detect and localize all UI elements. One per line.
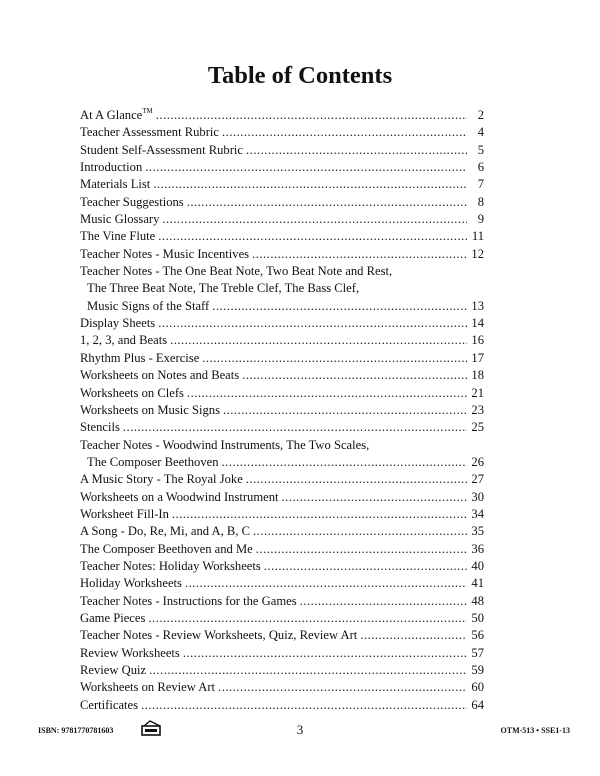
- toc-entry-text: 1, 2, 3, and Beats: [80, 333, 168, 348]
- toc-entry-label: [80, 697, 138, 714]
- toc-entry-text: The Composer Beethoven: [87, 454, 219, 469]
- toc-entry-label: [80, 506, 169, 523]
- toc-entry-text: Worksheets on a Woodwind Instrument: [80, 489, 279, 504]
- toc-page-number: 14: [471, 316, 484, 331]
- toc-entry-text: Music Glossary: [80, 212, 160, 227]
- dot-leader: [148, 610, 467, 627]
- toc-entry-text: The Composer Beethoven and Me: [80, 541, 253, 556]
- dot-leader: [223, 402, 467, 419]
- toc-entry: [80, 697, 484, 714]
- dot-leader: [253, 523, 467, 540]
- dot-leader: [264, 558, 467, 575]
- toc-entry-text: Holiday Worksheets: [80, 576, 182, 591]
- toc-entry-label: [80, 228, 155, 245]
- toc-entry-label: [80, 645, 180, 662]
- toc-page-number: 16: [471, 333, 484, 348]
- dot-leader: [185, 575, 467, 592]
- toc-page-number: 8: [477, 194, 484, 209]
- toc-entry: [80, 419, 484, 436]
- toc-entry: [80, 246, 484, 263]
- toc-entry-label: [80, 523, 250, 540]
- toc-entry-label: [80, 107, 153, 124]
- toc-entry-label: [80, 194, 184, 211]
- toc-page-number: 23: [471, 402, 484, 417]
- toc-page-number: 35: [471, 524, 484, 539]
- toc-page-number: 26: [471, 454, 484, 469]
- dot-leader: [162, 211, 467, 228]
- dot-leader: [123, 419, 467, 436]
- isbn-text: ISBN: 9781770781603: [38, 726, 114, 735]
- dot-leader: [141, 697, 467, 714]
- toc-entry: [80, 662, 484, 679]
- toc-entry-label: [87, 298, 209, 315]
- toc-page-number: 30: [471, 489, 484, 504]
- toc-page-number: 36: [471, 541, 484, 556]
- toc-entry-text: A Music Story - The Royal Joke: [80, 472, 243, 487]
- dot-leader: [360, 627, 467, 644]
- toc-entry: [80, 593, 484, 610]
- toc-page-number: 56: [471, 628, 484, 643]
- dot-leader: [202, 350, 467, 367]
- toc-entry-text: Teacher Notes: Holiday Worksheets: [80, 558, 261, 573]
- toc-entry: [80, 350, 484, 367]
- toc-entry-label: [80, 419, 120, 436]
- toc-page-number: 12: [471, 246, 484, 261]
- toc-page-number: 57: [471, 645, 484, 660]
- toc-entry-text: Rhythm Plus - Exercise: [80, 350, 200, 365]
- toc-entry-label: [80, 679, 215, 696]
- toc-page-number: 27: [471, 472, 484, 487]
- toc-entry: [80, 142, 484, 159]
- dot-leader: [145, 159, 467, 176]
- toc-page-number: 59: [471, 663, 484, 677]
- toc-entry: [80, 489, 484, 506]
- toc-entry-text: Worksheet Fill-In: [80, 506, 169, 521]
- toc-entry: [80, 506, 484, 523]
- dot-leader: [158, 228, 467, 245]
- toc-page-number: 41: [471, 576, 484, 591]
- toc-page-number: 2: [477, 108, 484, 122]
- toc-entry-text: At A Glance: [80, 108, 143, 122]
- toc-entry: [80, 367, 484, 384]
- toc-entry: [80, 228, 484, 245]
- toc-entry: [80, 558, 484, 575]
- toc-entry-text: The Vine Flute: [80, 229, 156, 244]
- dot-leader: [153, 176, 467, 193]
- toc-entry: [80, 159, 484, 176]
- toc-page-number: 34: [471, 506, 484, 521]
- dot-leader: [183, 645, 467, 662]
- toc-page-number: 9: [477, 212, 484, 227]
- toc-page-number: 4: [477, 125, 484, 140]
- toc-page-number: 17: [471, 350, 484, 365]
- toc-entry-label: [80, 315, 155, 332]
- dot-leader: [218, 679, 467, 696]
- toc-entry: [80, 627, 484, 644]
- page-number: 3: [296, 722, 304, 737]
- toc-page-number: 7: [477, 177, 484, 192]
- dot-leader: [212, 298, 467, 315]
- toc-entry-label: [80, 124, 219, 141]
- toc-entry-line: The Three Beat Note, The Treble Clef, The Bass Clef,: [87, 281, 360, 296]
- toc-entry-text: Student Self-Assessment Rubric: [80, 142, 244, 157]
- toc-entry-label: [80, 662, 146, 679]
- page-title: Table of Contents: [207, 62, 393, 89]
- toc-page-number: 11: [471, 229, 484, 244]
- dot-leader: [187, 385, 467, 402]
- toc-entry-label: [80, 489, 279, 506]
- dot-leader: [246, 471, 467, 488]
- toc-entry-text: Review Worksheets: [80, 645, 180, 660]
- toc-entry-text: Game Pieces: [80, 610, 146, 625]
- dot-leader: [222, 124, 467, 141]
- toc-page-number: 5: [477, 142, 484, 157]
- toc-page-number: 21: [471, 385, 484, 400]
- toc-entry-text: Review Quiz: [80, 663, 147, 677]
- dot-leader: [170, 332, 467, 349]
- dot-leader: [172, 506, 467, 523]
- toc-entry: [80, 385, 484, 402]
- toc-entry-label: [80, 176, 150, 193]
- toc-page-number: 60: [471, 680, 484, 695]
- toc-entry-text: Teacher Notes - Instructions for the Games: [80, 593, 297, 608]
- toc-entry-text: Worksheets on Clefs: [80, 385, 184, 400]
- toc-entry-label: [80, 575, 182, 592]
- dot-leader: [187, 194, 467, 211]
- toc-page-number: 25: [471, 420, 484, 435]
- toc-entry: [80, 523, 484, 540]
- toc-entry-text: Teacher Notes - Review Worksheets, Quiz, Review Art: [80, 628, 358, 643]
- toc-entry-text: Stencils: [80, 420, 120, 435]
- dot-leader: [149, 662, 467, 679]
- toc-entry-text: Materials List: [80, 177, 151, 192]
- toc-entry-text: Teacher Notes - Music Incentives: [80, 246, 250, 261]
- toc-entry: [80, 176, 484, 193]
- toc-entry-label: [80, 211, 159, 228]
- dot-leader: [246, 142, 467, 159]
- toc-entry: [80, 315, 484, 332]
- dot-leader: [282, 489, 467, 506]
- toc-entry: [80, 575, 484, 592]
- toc-entry-label: [80, 332, 167, 349]
- toc-page-number: 6: [477, 160, 484, 175]
- toc-entry-text: Worksheets on Review Art: [80, 680, 216, 695]
- toc-entry-text: A Song - Do, Re, Mi, and A, B, C: [80, 524, 251, 539]
- toc-entry-line: Teacher Notes - Woodwind Instruments, The Two Scales,: [80, 437, 370, 452]
- toc-entry-label: [80, 367, 239, 384]
- toc-entry-label: [80, 627, 357, 644]
- toc-entry-label: [80, 350, 199, 367]
- toc-entry: [80, 645, 484, 662]
- dot-leader: [256, 541, 467, 558]
- toc-entry-line: Teacher Notes - The One Beat Note, Two Beat Note and Rest,: [80, 264, 393, 279]
- dot-leader: [252, 246, 467, 263]
- toc-entry-text: Worksheets on Music Signs: [80, 402, 220, 417]
- toc-entry-label: [80, 159, 142, 176]
- product-code: OTM-513 • SSE1-13: [500, 726, 570, 735]
- toc-entry-label: [80, 610, 145, 627]
- toc-entry-label: [80, 558, 261, 575]
- toc-entry-text: Introduction: [80, 160, 143, 175]
- toc-entry: [80, 610, 484, 627]
- toc-entry: [80, 471, 484, 488]
- toc-entry: [80, 679, 484, 696]
- dot-leader: [156, 107, 467, 124]
- toc-page-number: 50: [471, 610, 484, 625]
- toc-page-number: 18: [471, 368, 484, 383]
- toc-entry: [80, 211, 484, 228]
- toc-entry: [80, 298, 484, 315]
- toc-page-number: 64: [471, 697, 484, 712]
- dot-leader: [222, 454, 467, 471]
- toc-page-number: 48: [471, 593, 484, 608]
- toc-entry: [80, 541, 484, 558]
- toc-entry-text: Teacher Suggestions: [80, 194, 184, 209]
- toc-entry: [80, 194, 484, 211]
- toc-entry-text: Worksheets on Notes and Beats: [80, 368, 240, 383]
- toc-entry-label: [80, 142, 243, 159]
- toc-entry-label: [80, 385, 184, 402]
- toc-entry: [80, 124, 484, 141]
- toc-entry-label: [80, 402, 220, 419]
- toc-page-number: 13: [471, 298, 484, 313]
- toc-entry-text: Music Signs of the Staff: [87, 298, 210, 313]
- trademark-mark: TM: [142, 107, 153, 115]
- table-of-contents: [80, 107, 484, 714]
- toc-entry: [80, 454, 484, 471]
- toc-entry: [80, 107, 484, 124]
- dot-leader: [300, 593, 467, 610]
- page-footer: [0, 722, 600, 742]
- toc-entry: [80, 332, 484, 349]
- toc-entry: [80, 402, 484, 419]
- dot-leader: [242, 367, 467, 384]
- toc-entry-text: Certificates: [80, 697, 139, 712]
- dot-leader: [158, 315, 467, 332]
- toc-entry-label: [87, 454, 219, 471]
- toc-entry-label: [80, 246, 249, 263]
- toc-entry-label: [80, 471, 243, 488]
- toc-entry-text: Teacher Assessment Rubric: [80, 125, 220, 140]
- toc-entry-text: Display Sheets: [80, 316, 156, 331]
- toc-entry-label: [80, 593, 297, 610]
- toc-entry-label: [80, 541, 253, 558]
- toc-page-number: 40: [471, 558, 484, 573]
